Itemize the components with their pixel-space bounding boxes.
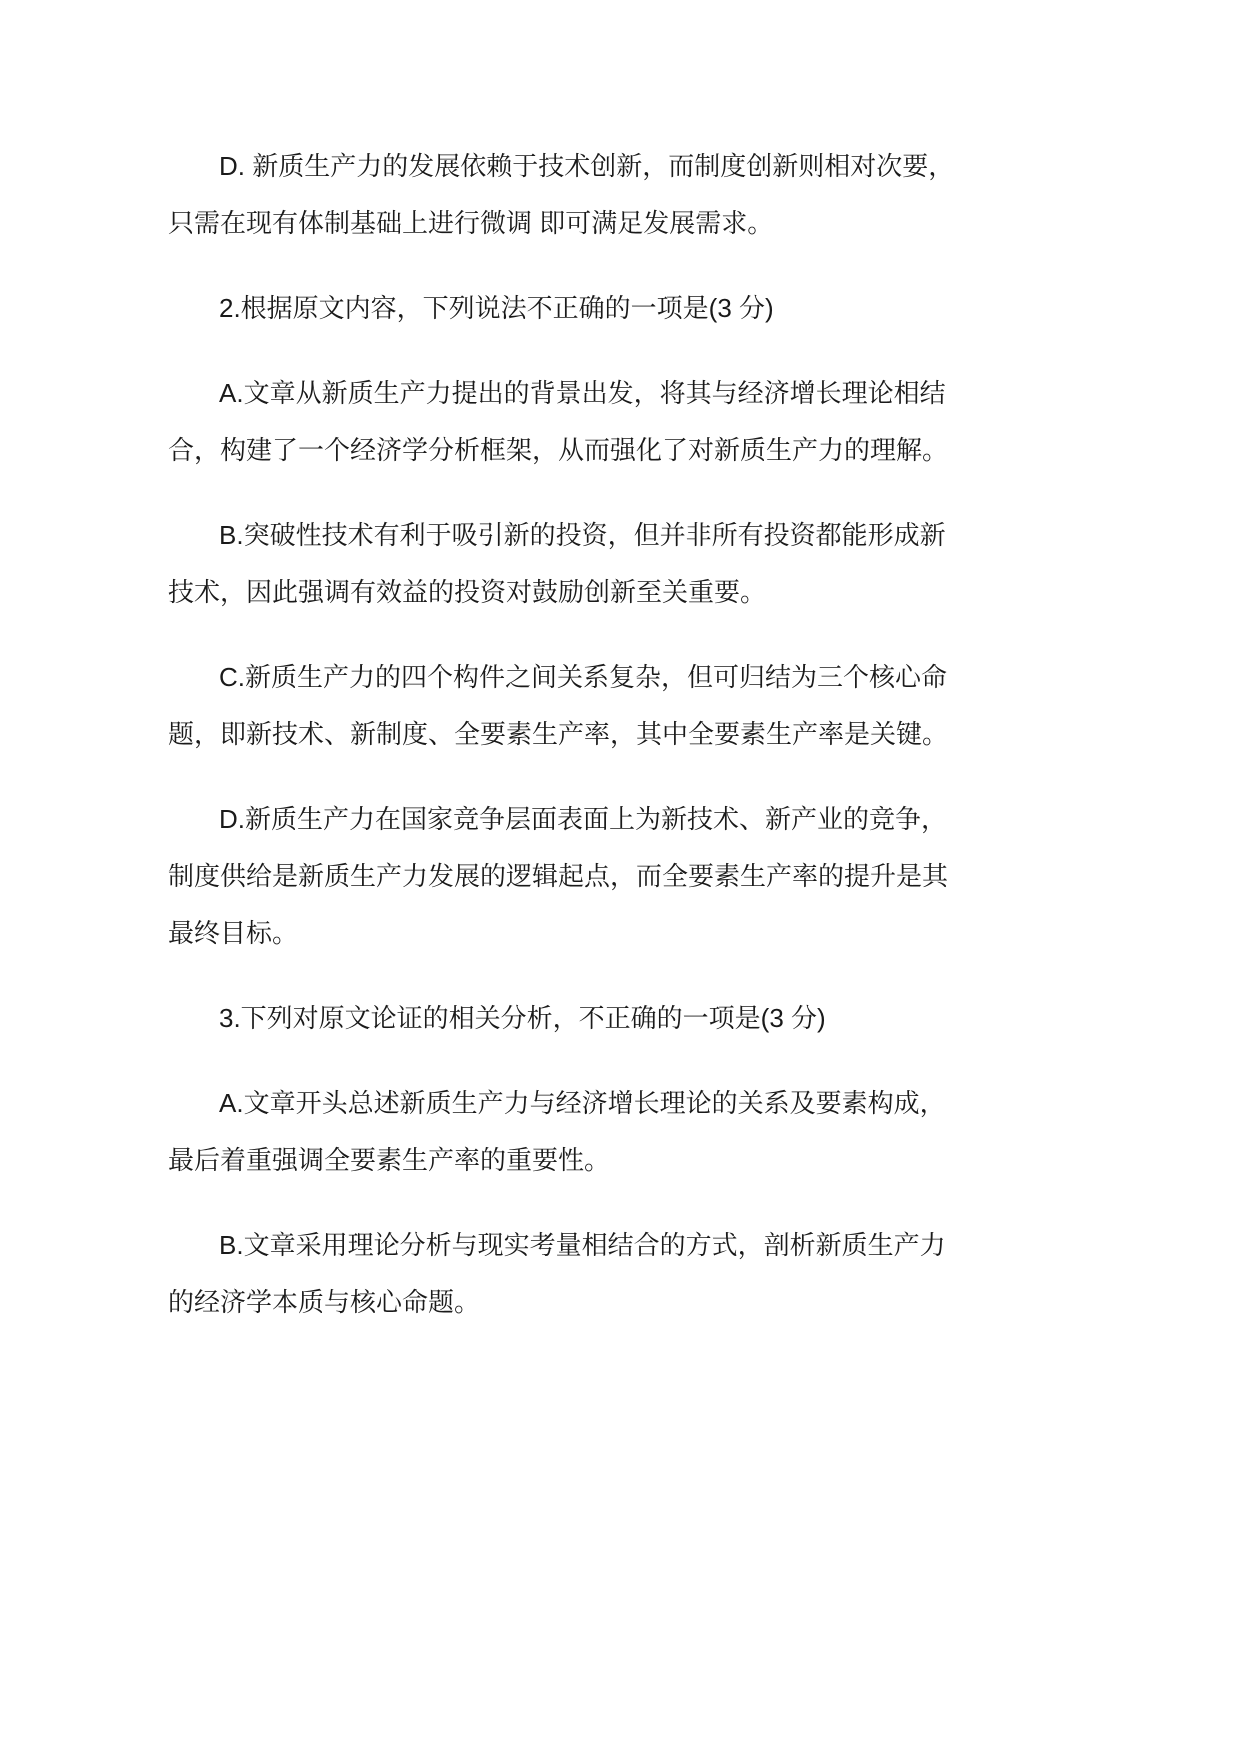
text-line: C.新质生产力的四个构件之间关系复杂，但可归结为三个核心命	[219, 662, 948, 692]
text-line: D.新质生产力在国家竞争层面表面上为新技术、新产业的竞争，	[219, 804, 948, 834]
text-line: A.文章开头总述新质生产力与经济增长理论的关系及要素构成，	[219, 1088, 946, 1118]
question-2-option-b	[168, 507, 1241, 621]
text-line: 的经济学本质与核心命题。	[168, 1287, 481, 1317]
text-line: 合，构建了一个经济学分析框架，从而强化了对新质生产力的理解。	[168, 435, 949, 465]
text-line: 制度供给是新质生产力发展的逻辑起点，而全要素生产率的提升是其	[168, 861, 949, 891]
text-line: 2.根据原文内容，下列说法不正确的一项是(3 分)	[219, 293, 774, 323]
text-line: B.文章采用理论分析与现实考量相结合的方式，剖析新质生产力	[219, 1230, 946, 1260]
text-line: 题，即新技术、新制度、全要素生产率，其中全要素生产率是关键。	[168, 719, 949, 749]
text-line: D. 新质生产力的发展依赖于技术创新，而制度创新则相对次要，	[219, 151, 955, 181]
question-2-option-a	[168, 365, 1241, 479]
text-line: 只需在现有体制基础上进行微调 即可满足发展需求。	[168, 208, 774, 238]
text-line: 3.下列对原文论证的相关分析，不正确的一项是(3 分)	[219, 1003, 826, 1033]
question-2-option-d	[168, 791, 1241, 962]
question-2-stem	[168, 280, 1241, 337]
question-3-option-a	[168, 1075, 1241, 1189]
text-line: 技术，因此强调有效益的投资对鼓励创新至关重要。	[168, 577, 767, 607]
text-line: 最后着重强调全要素生产率的重要性。	[168, 1145, 611, 1175]
text-line: A.文章从新质生产力提出的背景出发，将其与经济增长理论相结	[219, 378, 946, 408]
text-line: B.突破性技术有利于吸引新的投资，但并非所有投资都能形成新	[219, 520, 946, 550]
text-line: 最终目标。	[168, 918, 299, 948]
question-2-option-c	[168, 649, 1241, 763]
answer-option-d	[168, 138, 1241, 252]
question-3-option-b	[168, 1217, 1241, 1331]
question-3-stem	[168, 990, 1241, 1047]
